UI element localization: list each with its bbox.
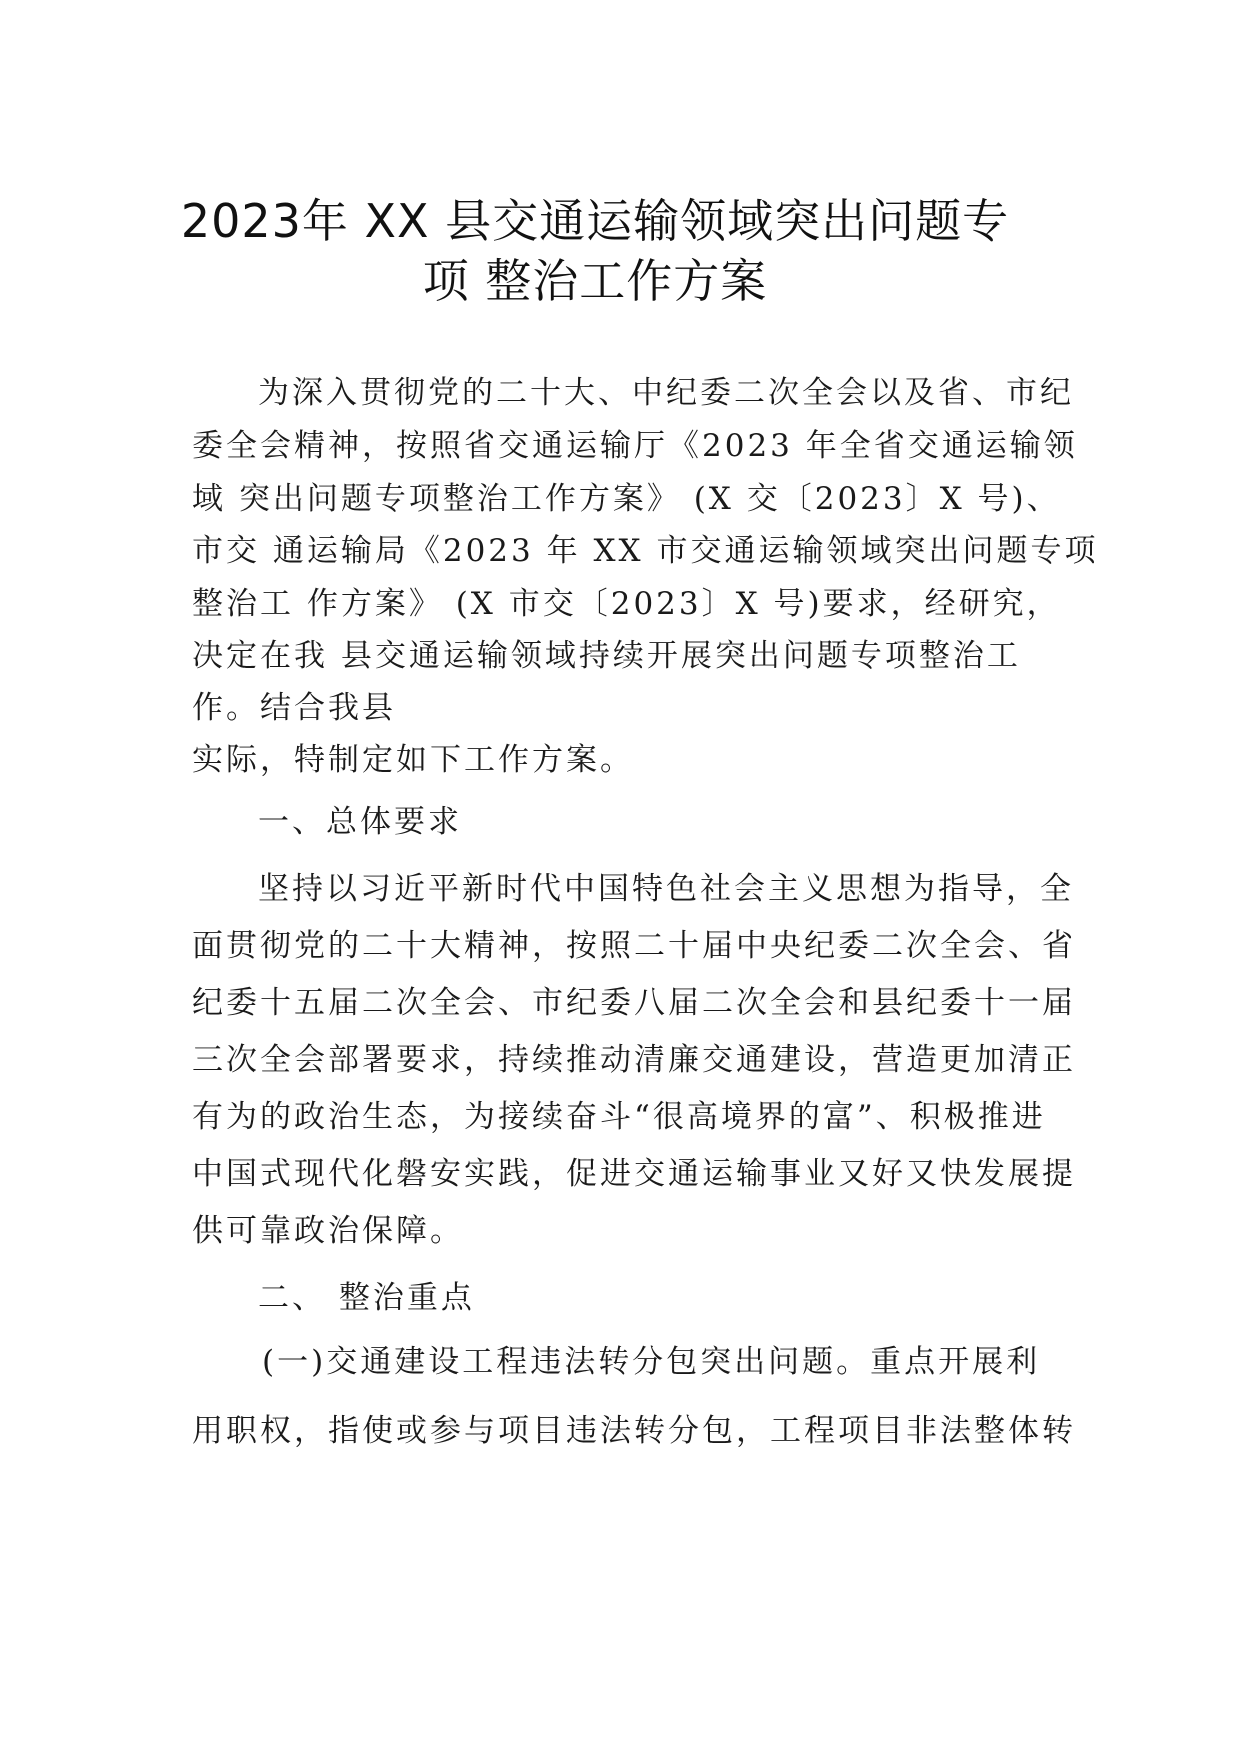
paragraph-line: 供可靠政治保障。 (192, 1213, 464, 1249)
paragraph-line: 域 突出问题专项整治工作方案》 (X 交〔2023〕X 号)、 (192, 481, 1061, 517)
paragraph-line: 委全会精神，按照省交通运输厅《2023 年全省交通运输领 (192, 428, 1078, 464)
paragraph-line: 中国式现代化磐安实践，促进交通运输事业又好又快发展提 (192, 1156, 1076, 1192)
paragraph-line: 为深入贯彻党的二十大、中纪委二次全会以及省、市纪 (258, 375, 1074, 411)
document-title-line-1: 2023年 XX 县交通运输领域突出问题专 (180, 194, 1010, 248)
paragraph-line: 三次全会部署要求，持续推动清廉交通建设，营造更加清正 (192, 1042, 1076, 1078)
paragraph-line: 坚持以习近平新时代中国特色社会主义思想为指导，全 (258, 871, 1074, 907)
document-title-line-2: 项 整治工作方案 (422, 254, 768, 308)
paragraph-line: 实际，特制定如下工作方案。 (192, 742, 634, 778)
paragraph-line: 有为的政治生态，为接续奋斗“很高境界的富”、积极推进 (192, 1099, 1046, 1135)
paragraph-line: 用职权，指使或参与项目违法转分包，工程项目非法整体转 (192, 1413, 1076, 1449)
paragraph-line: 纪委十五届二次全会、市纪委八届二次全会和县纪委十一届 (192, 985, 1076, 1021)
paragraph-line: 决定在我 县交通运输领域持续开展突出问题专项整治工 (192, 638, 1021, 674)
paragraph-line: 市交 通运输局《2023 年 XX 市交通运输领域突出问题专项 (192, 533, 1099, 569)
paragraph-line: 面贯彻党的二十大精神，按照二十届中央纪委二次全会、省 (192, 928, 1076, 964)
paragraph-line: 整治工 作方案》 (X 市交〔2023〕X 号)要求，经研究， (192, 586, 1061, 622)
paragraph-line: (一)交通建设工程违法转分包突出问题。重点开展利 (262, 1344, 1041, 1380)
section-heading-1: 一、总体要求 (258, 804, 462, 840)
paragraph-line: 作。结合我县 (192, 690, 396, 726)
section-heading-2: 二、 整治重点 (258, 1280, 475, 1316)
